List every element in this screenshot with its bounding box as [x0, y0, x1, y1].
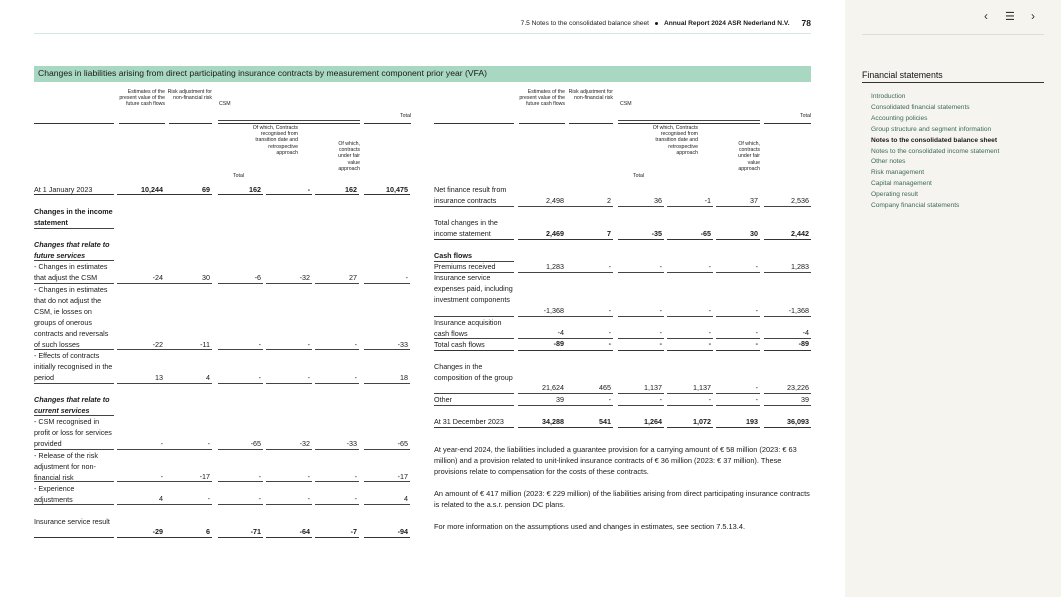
right-row-label: Insurance acquisition cash flows — [434, 318, 502, 338]
menu-icon[interactable]: ☰ — [1005, 11, 1015, 23]
right-cell: 1,072 — [693, 417, 711, 426]
right-header-rule — [569, 123, 613, 124]
sidebar-title[interactable]: Financial statements — [862, 70, 943, 80]
note-paragraph: An amount of € 417 million (2023: € 229 million) of the liabilities arising from direct participating insurance contracts is related to the a.s.r. pension DC plans. — [434, 489, 810, 509]
right-cell: 193 — [746, 417, 758, 426]
left-col-transition: Of which, Contracts recognised from transition date and retrospective approach — [252, 125, 298, 156]
left-header-rule — [218, 123, 360, 124]
right-cell: - — [659, 262, 662, 271]
right-cell: -4 — [802, 328, 809, 337]
left-cell: - — [258, 494, 261, 503]
right-cell: -89 — [553, 339, 564, 348]
left-cell: -11 — [200, 340, 210, 349]
right-cell-rule — [667, 239, 713, 240]
left-cell-rule — [117, 283, 165, 284]
right-cell-rule — [518, 272, 566, 273]
toc-item[interactable]: Accounting policies — [871, 114, 928, 122]
left-cell: -17 — [199, 472, 210, 481]
right-label-rule — [434, 206, 514, 207]
toc-item[interactable]: Notes to the consolidated income statement — [871, 147, 1000, 155]
right-row-label: Total cash flows — [434, 340, 485, 349]
table-title: Changes in liabilities arising from direct participating insurance contracts by measurement component prior year (VFA) — [34, 66, 811, 82]
right-cell-rule — [764, 405, 811, 406]
left-cell-rule — [218, 349, 263, 350]
right-cell: - — [708, 395, 711, 404]
left-cell-rule — [266, 504, 312, 505]
right-cell-rule — [618, 427, 664, 428]
right-cell: - — [608, 339, 611, 348]
right-col-total: Total — [800, 113, 811, 119]
right-cell-rule — [764, 393, 811, 394]
left-header-rule — [119, 123, 165, 124]
left-cell-rule — [164, 537, 212, 538]
left-cell-rule — [364, 349, 410, 350]
left-cell: - — [258, 373, 261, 382]
left-cell-rule — [364, 194, 410, 195]
right-col-csm: CSM — [620, 101, 632, 107]
left-row-label: - CSM recognised in profit or loss for services provided — [34, 417, 112, 448]
right-cell: 36,093 — [787, 417, 809, 426]
right-section-heading: Cash flows — [434, 251, 472, 260]
right-row-label: Premiums received — [434, 262, 496, 271]
left-cell: 162 — [249, 185, 261, 194]
right-cell: -89 — [798, 339, 809, 348]
sidebar — [845, 0, 1061, 597]
left-col-csm: CSM — [219, 101, 231, 107]
toc-item[interactable]: Company financial statements — [871, 202, 960, 210]
left-cell-rule — [364, 504, 410, 505]
left-cell: -22 — [152, 340, 163, 349]
right-col-pv: Estimates of the present value of the future cash flows — [519, 89, 565, 108]
left-cell-rule — [117, 481, 165, 482]
right-row-label: Changes in the composition of the group — [434, 362, 513, 382]
right-header-rule — [434, 123, 514, 124]
left-cell: 18 — [400, 373, 408, 382]
left-cell: - — [405, 273, 408, 282]
right-cell-rule — [565, 405, 613, 406]
left-cell-rule — [164, 283, 212, 284]
right-cell: 2,498 — [546, 196, 564, 205]
page-number: 78 — [801, 18, 811, 28]
right-cell: 37 — [750, 196, 758, 205]
left-label-rule — [34, 504, 114, 505]
left-cell-rule — [218, 194, 263, 195]
right-cell: 30 — [750, 229, 758, 238]
left-section-heading: Changes that relate to current services — [34, 395, 110, 415]
right-label-rule — [434, 405, 514, 406]
left-cell: 4 — [206, 373, 210, 382]
left-label-rule — [34, 383, 114, 384]
right-cell-rule — [716, 316, 760, 317]
right-cell: -1,368 — [788, 306, 809, 315]
right-cell-rule — [618, 316, 664, 317]
right-cell: - — [608, 395, 611, 404]
right-cell-rule — [667, 316, 713, 317]
right-col-risk: Risk adjustment for non-financial risk — [568, 89, 613, 102]
left-cell: - — [354, 472, 357, 481]
right-cell: 39 — [556, 395, 564, 404]
left-cell: 10,244 — [141, 185, 163, 194]
right-label-rule — [434, 427, 514, 428]
right-cell-rule — [716, 393, 760, 394]
right-cell-rule — [518, 350, 566, 351]
left-cell: -94 — [397, 527, 408, 536]
left-label-rule — [34, 228, 114, 229]
right-cell: 36 — [654, 196, 662, 205]
left-cell-rule — [266, 537, 312, 538]
right-cell-rule — [565, 239, 613, 240]
note-paragraph: For more information on the assumptions used and changes in estimates, see section 7.5.13.4. — [434, 522, 745, 531]
left-cell: 162 — [345, 185, 357, 194]
left-cell-rule — [315, 504, 359, 505]
left-cell-rule — [364, 383, 410, 384]
left-cell-rule — [117, 449, 165, 450]
left-cell: -17 — [397, 472, 408, 481]
left-cell: 4 — [404, 494, 408, 503]
left-cell: - — [354, 494, 357, 503]
toc-item[interactable]: Group structure and segment information — [871, 125, 992, 133]
left-cell-rule — [164, 481, 212, 482]
left-cell-rule — [117, 349, 165, 350]
left-cell-rule — [364, 481, 410, 482]
left-header-rule — [34, 123, 114, 124]
right-cell: 34,288 — [542, 417, 564, 426]
left-cell-rule — [315, 349, 359, 350]
left-cell: - — [207, 494, 210, 503]
right-cell-rule — [667, 272, 713, 273]
right-cell: 39 — [801, 395, 809, 404]
right-cell-rule — [716, 239, 760, 240]
left-cell: - — [307, 185, 310, 194]
left-cell-rule — [266, 283, 312, 284]
right-cell: -4 — [557, 328, 564, 337]
right-cell-rule — [565, 393, 613, 394]
right-cell-rule — [764, 206, 811, 207]
left-cell-rule — [315, 194, 359, 195]
right-cell-rule — [618, 350, 664, 351]
right-header-rule — [618, 123, 760, 124]
separator-dot — [655, 22, 658, 25]
left-cell: 13 — [155, 373, 163, 382]
right-cell-rule — [764, 350, 811, 351]
left-cell: 30 — [202, 273, 210, 282]
right-cell: - — [659, 328, 662, 337]
right-cell: 1,137 — [644, 383, 662, 392]
right-cell-rule — [716, 427, 760, 428]
toc-item[interactable]: Risk management — [871, 169, 925, 177]
right-col-csm-total: Total — [633, 173, 644, 179]
left-cell-rule — [315, 383, 359, 384]
right-cell-rule — [518, 393, 566, 394]
left-cell: -6 — [254, 273, 261, 282]
right-cell: 1,283 — [546, 262, 564, 271]
left-cell: -32 — [299, 273, 310, 282]
right-cell: - — [755, 262, 758, 271]
page-header — [34, 13, 811, 34]
right-cell: - — [708, 339, 711, 348]
left-cell-rule — [315, 481, 359, 482]
left-cell: -24 — [152, 273, 163, 282]
left-cell-rule — [117, 383, 165, 384]
right-cell-rule — [618, 393, 664, 394]
left-row-label: - Experience adjustments — [34, 484, 75, 504]
right-cell: - — [755, 383, 758, 392]
right-cell-rule — [565, 206, 613, 207]
right-cell: - — [708, 328, 711, 337]
right-cell: - — [755, 395, 758, 404]
right-cell-rule — [764, 272, 811, 273]
left-cell-rule — [164, 349, 212, 350]
right-cell: -1,368 — [543, 306, 564, 315]
left-cell-rule — [266, 449, 312, 450]
right-cell: -35 — [651, 229, 662, 238]
left-cell: 69 — [202, 185, 210, 194]
right-cell-rule — [618, 405, 664, 406]
left-label-rule — [34, 537, 114, 538]
right-row-label: Total changes in the income statement — [434, 218, 498, 238]
left-col-csm-total: Total — [233, 173, 244, 179]
left-cell: - — [258, 340, 261, 349]
right-row-label: Net finance result from insurance contracts — [434, 185, 507, 205]
left-header-rule — [364, 123, 411, 124]
right-cell-rule — [764, 316, 811, 317]
right-cell-rule — [716, 272, 760, 273]
left-cell-rule — [218, 383, 263, 384]
left-cell: - — [160, 439, 163, 448]
right-cell-rule — [667, 427, 713, 428]
left-cell: - — [307, 472, 310, 481]
left-cell-rule — [218, 449, 263, 450]
chevron-right-icon[interactable]: › — [1031, 9, 1035, 23]
right-header-rule — [519, 123, 565, 124]
left-cell: 6 — [206, 527, 210, 536]
right-col-transition: Of which, Contracts recognised from transition date and retrospective approach — [652, 125, 698, 156]
note-paragraph: At year-end 2024, the liabilities included a guarantee provision for a carrying amount of € 58 million (2023: € 63 million) and a provision related to unit-linked insurance contracts of € 36 million (2023: € 37 million). These provisions relate to compensation for the costs of these contracts. — [434, 445, 797, 476]
left-cell-rule — [218, 481, 263, 482]
left-cell-rule — [315, 283, 359, 284]
toc-item[interactable]: Introduction — [871, 93, 906, 100]
right-cell: - — [708, 262, 711, 271]
right-cell: 2 — [607, 196, 611, 205]
left-cell: -29 — [152, 527, 163, 536]
right-cell: 465 — [599, 383, 611, 392]
right-cell: 21,624 — [542, 383, 564, 392]
right-row-label: Insurance service expenses paid, including investment components — [434, 273, 513, 304]
left-cell-rule — [266, 194, 312, 195]
left-cell-rule — [117, 537, 165, 538]
right-cell: - — [708, 306, 711, 315]
left-cell: - — [207, 439, 210, 448]
right-csm-group-rule — [618, 120, 760, 121]
right-cell: - — [659, 395, 662, 404]
right-header-rule — [764, 123, 811, 124]
left-cell: - — [307, 373, 310, 382]
chevron-left-icon[interactable]: ‹ — [984, 9, 988, 23]
right-cell-rule — [764, 239, 811, 240]
right-cell-rule — [716, 350, 760, 351]
right-cell: - — [659, 306, 662, 315]
left-row-label: At 1 January 2023 — [34, 185, 93, 194]
right-cell-rule — [716, 405, 760, 406]
right-cell-rule — [565, 272, 613, 273]
right-cell-rule — [667, 206, 713, 207]
right-row-label: At 31 December 2023 — [434, 417, 504, 426]
left-cell-rule — [364, 449, 410, 450]
right-cell: 1,137 — [693, 383, 711, 392]
right-cell: - — [608, 306, 611, 315]
left-cell-rule — [266, 481, 312, 482]
left-cell: -32 — [299, 439, 310, 448]
left-csm-group-rule — [218, 120, 360, 121]
right-cell: 7 — [607, 229, 611, 238]
left-cell: 10,475 — [386, 185, 408, 194]
left-cell-rule — [164, 449, 212, 450]
right-col-fairvalue: Of which, contracts under fair value approach — [738, 141, 760, 172]
right-cell-rule — [618, 239, 664, 240]
left-cell-rule — [315, 537, 359, 538]
left-cell-rule — [117, 194, 165, 195]
right-cell-rule — [518, 405, 566, 406]
left-section-heading: Changes in the income statement — [34, 207, 113, 227]
right-cell: 23,226 — [787, 383, 809, 392]
left-cell: - — [160, 472, 163, 481]
right-row-label: Other — [434, 395, 452, 404]
right-cell: - — [755, 306, 758, 315]
sidebar-title-rule — [862, 82, 1044, 83]
left-cell-rule — [117, 504, 165, 505]
left-cell-rule — [315, 449, 359, 450]
right-cell-rule — [716, 206, 760, 207]
right-label-rule — [434, 239, 514, 240]
left-cell: -65 — [397, 439, 408, 448]
section-breadcrumb[interactable]: 7.5 Notes to the consolidated balance sheet — [520, 19, 649, 27]
right-cell: 2,442 — [791, 229, 809, 238]
left-cell-rule — [218, 537, 263, 538]
right-cell: - — [608, 328, 611, 337]
right-cell-rule — [518, 316, 566, 317]
left-label-rule — [34, 194, 114, 195]
sidebar-toc — [871, 92, 999, 212]
left-cell-rule — [266, 383, 312, 384]
right-cell: -65 — [700, 229, 711, 238]
report-title: Annual Report 2024 ASR Nederland N.V. — [663, 19, 790, 27]
left-cell-rule — [218, 283, 263, 284]
left-cell: 27 — [349, 273, 357, 282]
left-cell: -65 — [250, 439, 261, 448]
left-cell: - — [307, 340, 310, 349]
left-cell-rule — [218, 504, 263, 505]
left-cell: - — [354, 340, 357, 349]
left-label-rule — [34, 481, 114, 482]
right-cell-rule — [618, 206, 664, 207]
left-cell-rule — [364, 283, 410, 284]
right-cell: -1 — [704, 196, 711, 205]
sidebar-divider — [862, 34, 1044, 35]
right-cell: 2,469 — [546, 229, 564, 238]
left-header-rule — [169, 123, 212, 124]
left-row-label: - Changes in estimates that adjust the CSM — [34, 262, 108, 282]
right-cell-rule — [667, 393, 713, 394]
left-cell: -33 — [397, 340, 408, 349]
left-row-label: - Effects of contracts initially recognised in the period — [34, 351, 113, 382]
right-cell-rule — [667, 350, 713, 351]
right-cell-rule — [518, 206, 566, 207]
right-cell: - — [659, 339, 662, 348]
right-cell: - — [608, 262, 611, 271]
left-cell-rule — [164, 504, 212, 505]
right-cell: 1,264 — [644, 417, 662, 426]
toc-item[interactable]: Capital management — [871, 180, 932, 188]
right-cell-rule — [518, 239, 566, 240]
left-row-label: - Changes in estimates that do not adjust the CSM, ie losses on groups of onerous contracts and reversals of such losses — [34, 285, 109, 349]
right-cell: - — [755, 328, 758, 337]
right-cell: - — [755, 339, 758, 348]
left-cell: -33 — [346, 439, 357, 448]
left-cell-rule — [266, 349, 312, 350]
left-col-fairvalue: Of which, contracts under fair value approach — [338, 141, 360, 172]
left-cell: - — [354, 373, 357, 382]
toc-item[interactable]: Notes to the consolidated balance sheet — [871, 136, 998, 144]
left-cell: -71 — [250, 527, 261, 536]
right-cell: 2,536 — [791, 196, 809, 205]
right-cell: 1,283 — [791, 262, 809, 271]
right-cell-rule — [565, 350, 613, 351]
left-cell: 4 — [159, 494, 163, 503]
left-col-pv: Estimates of the present value of the future cash flows — [119, 89, 165, 108]
left-cell: -64 — [299, 527, 310, 536]
right-cell: 541 — [599, 417, 611, 426]
right-cell-rule — [518, 427, 566, 428]
toc-item[interactable]: Other notes — [871, 158, 906, 166]
left-col-total: Total — [400, 113, 411, 119]
right-cell-rule — [565, 316, 613, 317]
right-cell-rule — [618, 272, 664, 273]
left-cell-rule — [164, 383, 212, 384]
left-cell-rule — [364, 537, 410, 538]
left-cell: - — [258, 472, 261, 481]
right-cell-rule — [667, 405, 713, 406]
left-section-heading: Changes that relate to future services — [34, 240, 110, 260]
left-cell: -7 — [350, 527, 357, 536]
left-cell: - — [307, 494, 310, 503]
right-label-rule — [434, 350, 514, 351]
toc-item[interactable]: Operating result — [871, 191, 918, 199]
right-cell-rule — [565, 427, 613, 428]
right-cell-rule — [764, 427, 811, 428]
left-col-risk: Risk adjustment for non-financial risk — [167, 89, 212, 102]
left-row-label: Insurance service result — [34, 517, 110, 526]
left-cell-rule — [164, 194, 212, 195]
left-row-label: - Release of the risk adjustment for non-financial risk — [34, 451, 98, 482]
toc-item[interactable]: Consolidated financial statements — [871, 103, 970, 111]
